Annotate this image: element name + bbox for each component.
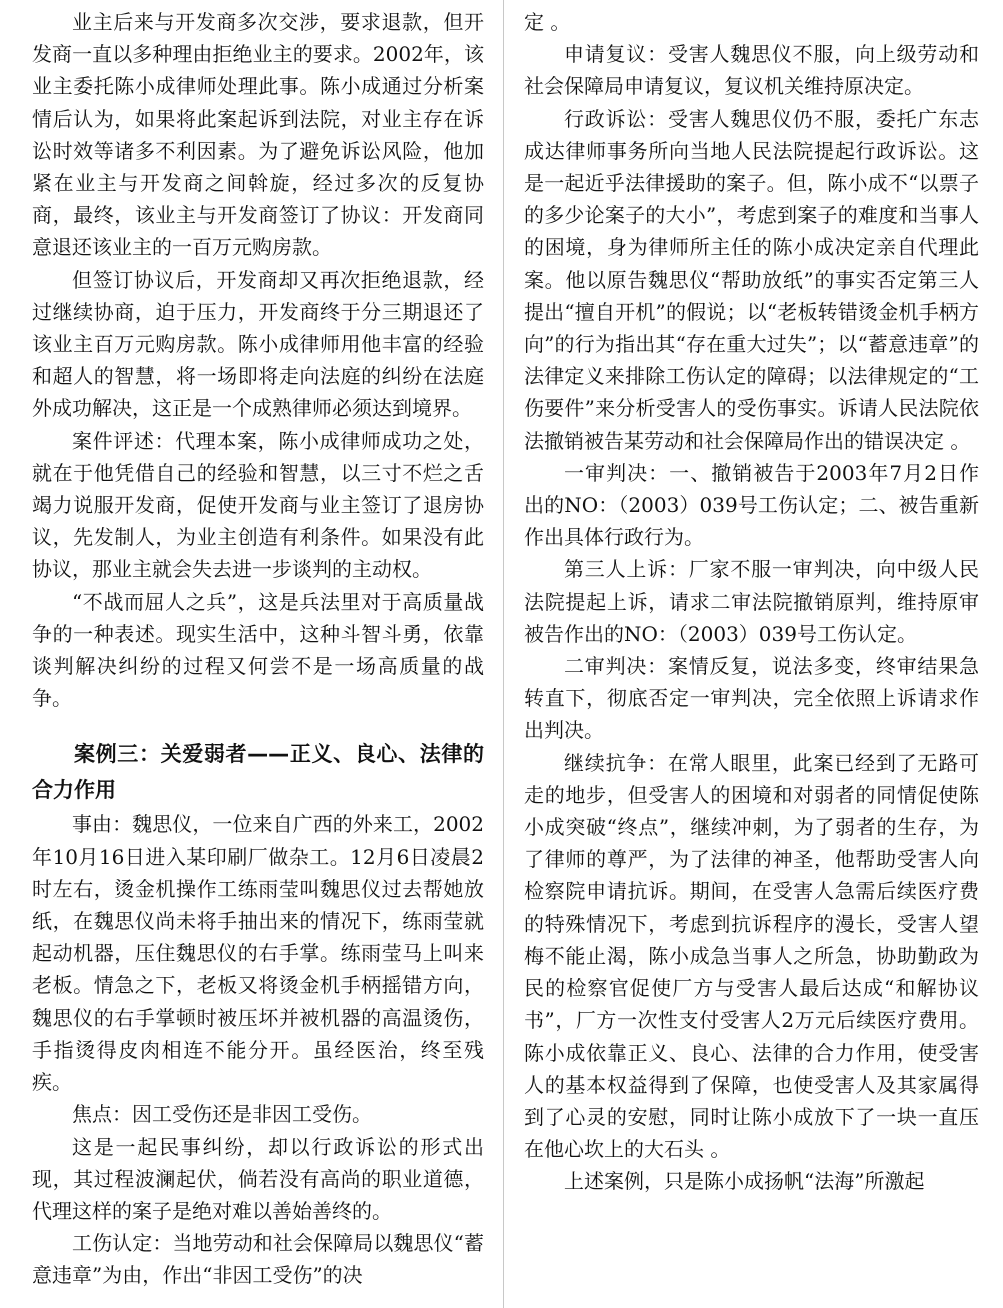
paragraph: 工伤认定：当地劳动和社会保障局以魏思仪“蓄意违章”为由，作出“非因工受伤”的决 bbox=[32, 1231, 484, 1288]
paragraph: 焦点：因工受伤还是非因工受伤。 bbox=[72, 1102, 372, 1127]
paragraph: 二审判决：案情反复，说法多变，终审结果急转直下，彻底否定一审判决，完全依照上诉请求作出判决。 bbox=[524, 654, 979, 743]
paragraph: 事由：魏思仪，一位来自广西的外来工，2002年10月16日进入某印刷厂做杂工。12月6日凌晨2时左右，烫金机操作工练雨莹叫魏思仪过去帮她放纸，在魏思仪尚未将手抽出来的情况下，练雨莹就起动机器，压住魏思仪的右手掌。练雨莹马上叫来老板。情急之下，老板又将烫金机手柄摇错方向，魏思仪的右手掌顿时被压坏并被机器的高温烫伤，手指烫得皮肉相连不能分开。虽经医治，终至残疾。 bbox=[32, 812, 484, 1095]
section-heading: 案例三：关爱弱者——正义、良心、法律的合力作用 bbox=[32, 742, 484, 803]
paragraph-continuation: 定 。 bbox=[524, 10, 571, 34]
paragraph: 案件评述：代理本案，陈小成律师成功之处，就在于他凭借自己的经验和智慧，以三寸不烂之舌竭力说服开发商，促使开发商与业主签订了退房协议，先发制人，为业主创造有利条件。如果没有此协议，那业主就会失去进一步谈判的主动权。 bbox=[32, 428, 484, 582]
paragraph: 行政诉讼：受害人魏思仪仍不服，委托广东志成达律师事务所向当地人民法院提起行政诉讼。这是一起近乎法律援助的案子。但，陈小成不“以票子的多少论案子的大小”，考虑到案子的难度和当事人的困境，身为律师所主任的陈小成决定亲自代理此案。他以原告魏思仪“帮助放纸”的事实否定第三人提出“擅自开机”的假说；以“老板转错烫金机手柄方向”的行为指出其“存在重大过失”；以“蓄意违章”的法律定义来排除工伤认定的障碍；以法律规定的“工伤要件”来分析受害人的受伤事实。诉请人民法院依法撤销被告某劳动和社会保障局作出的错误决定 。 bbox=[524, 106, 979, 453]
paragraph: “不战而屈人之兵”，这是兵法里对于高质量战争的一种表述。现实生活中，这种斗智斗勇，依靠谈判解决纠纷的过程又何尝不是一场高质量的战争。 bbox=[32, 589, 484, 711]
right-column bbox=[524, 6, 979, 1198]
paragraph: 这是一起民事纠纷，却以行政诉讼的形式出现，其过程波澜起伏，倘若没有高尚的职业道德，代理这样的案子是绝对难以善始善终的。 bbox=[32, 1134, 484, 1223]
column-divider bbox=[503, 0, 504, 1308]
paragraph: 继续抗争：在常人眼里，此案已经到了无路可走的地步，但受害人的困境和对弱者的同情促使陈小成突破“终点”，继续冲刺，为了弱者的生存，为了律师的尊严，为了法律的神圣，他帮助受害人向检察院申请抗诉。期间，在受害人急需后续医疗费的特殊情况下，考虑到抗诉程序的漫长，受害人望梅不能止渴，陈小成急当事人之所急，协助勤政为民的检察官促使厂方与受害人最后达成“和解协议书”，厂方一次性支付受害人2万元后续医疗费用。陈小成依靠正义、良心、法律的合力作用，使受害人的基本权益得到了保障，也使受害人及其家属得到了心灵的安慰，同时让陈小成放下了一块一直压在他心坎上的大石头 。 bbox=[524, 750, 979, 1162]
paragraph: 上述案例，只是陈小成扬帆“法海”所激起 bbox=[564, 1169, 925, 1194]
paragraph: 业主后来与开发商多次交涉，要求退款，但开发商一直以多种理由拒绝业主的要求。2002年，该业主委托陈小成律师处理此事。陈小成通过分析案情后认为，如果将此案起诉到法院，对业主存在诉讼时效等诸多不利因素。为了避免诉讼风险，他加紧在业主与开发商之间斡旋，经过多次的反复协商，最终，该业主与开发商签订了协议：开发商同意退还该业主的一百万元购房款。 bbox=[32, 10, 484, 260]
paragraph: 第三人上诉：厂家不服一审判决，向中级人民法院提起上诉，请求二审法院撤销原判，维持原审被告作出的NO：（2003）039号工伤认定。 bbox=[524, 557, 979, 646]
paragraph: 一审判决：一、撤销被告于2003年7月2日作出的NO：（2003）039号工伤认定；二、被告重新作出具体行政行为。 bbox=[524, 460, 979, 550]
section-gap bbox=[32, 714, 484, 736]
paragraph: 但签订协议后，开发商却又再次拒绝退款，经过继续协商，迫于压力，开发商终于分三期退还了该业主百万元购房款。陈小成律师用他丰富的经验和超人的智慧，将一场即将走向法庭的纠纷在法庭外成功解决，这正是一个成熟律师必须达到境界。 bbox=[32, 267, 484, 421]
left-column bbox=[32, 6, 484, 1292]
paragraph: 申请复议：受害人魏思仪不服，向上级劳动和社会保障局申请复议，复议机关维持原决定。 bbox=[524, 42, 979, 99]
